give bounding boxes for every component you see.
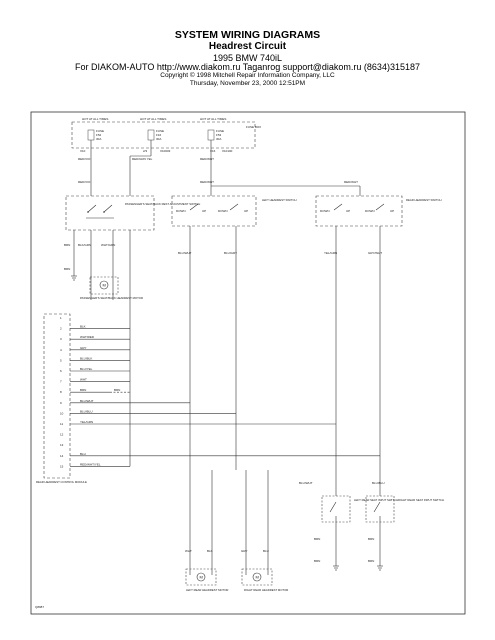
module-pin-wire-label: BLU/WHT (80, 398, 94, 403)
module-pin-wire-label: GRY (80, 345, 87, 350)
component-label: LEFT HEADREST SWITCH (262, 198, 297, 202)
component-label: RIGHT REAR HEADREST MOTOR (244, 588, 289, 592)
module-pin-wire-label: BRN (80, 388, 87, 393)
wire-label: BRN (368, 559, 375, 563)
wire-label: YEL/GRN (324, 251, 338, 255)
right-headrest-switch (316, 196, 442, 226)
wire-label: BLK (207, 549, 213, 553)
module-pin-number: 12 (60, 432, 64, 437)
page-code: Q8987 (35, 605, 45, 609)
module-pin-number: 5 (60, 358, 62, 363)
wire-label: BLU/WHT (178, 251, 192, 255)
module-pin-number: 10 (60, 411, 64, 416)
diagram-border (31, 112, 465, 614)
component-label: PASSENGER'S SEAT/BACK REST ADJUSTMENT SWITCH (125, 202, 201, 206)
left-rear-headrest-motor (186, 569, 228, 592)
module-pin-wire-label: YEL/GRN (80, 420, 94, 424)
module-pin-wire-label: BLU/BLK (80, 356, 93, 361)
module-pin-number: 7 (60, 379, 62, 384)
wire-label: GRY/WHT (368, 251, 383, 255)
terminal-label: X10100 (222, 149, 233, 153)
component-label: REAR HEADREST SWITCH (406, 198, 442, 202)
module-pin-number: 9 (60, 400, 62, 405)
wire-label: BRN (64, 267, 71, 271)
right-switch-wires (336, 226, 383, 446)
left-headrest-switch (172, 196, 297, 226)
module-pin-number: 4 (60, 347, 62, 352)
switch-label: DOWN (176, 209, 186, 213)
wire-label: BLU (263, 549, 269, 553)
wire-label: BRN (368, 537, 375, 541)
wire-label: RED/WHT (200, 157, 214, 161)
fuse-feed-label: HOT AT ALL TIMES (140, 117, 167, 121)
module-pin-wire-label: RED/WHT/YEL (80, 462, 101, 467)
switch-label: DOWN (365, 209, 375, 213)
module-pin-number: 6 (60, 369, 62, 373)
terminal-label: 2/3 (143, 149, 148, 153)
front-headrest-switch (66, 196, 200, 230)
component-label: LEFT REAR SEAT INPUT SWITCH (354, 498, 399, 502)
wire-label: RED/GRN YEL (132, 157, 153, 161)
fuse-name: FUSE (96, 129, 105, 133)
switch-label: UP (346, 209, 351, 213)
vehicle-model: 1995 BMW 740iL (212, 53, 283, 63)
wire-label: BLK/GRN (78, 243, 92, 247)
module-feed-wires (91, 290, 130, 466)
fuse-feed-label: HOT AT ALL TIMES (200, 117, 227, 121)
wire-label: RED/VIO (78, 157, 91, 161)
fuse-panel (72, 117, 261, 153)
module-pin-number: 3 (60, 337, 62, 342)
fuse-number: F16 (156, 133, 162, 137)
fuse-number: F53 (216, 133, 222, 137)
copyright-line: Copyright © 1998 Mitchell Repair Information Company, LLC (160, 72, 335, 79)
print-datetime: Thursday, November 23, 2000 12:51PM (189, 80, 306, 87)
fuse (88, 130, 94, 140)
left-switch-wires (190, 226, 236, 470)
svg-text:M: M (199, 574, 203, 580)
terminal-label: X16 (210, 149, 216, 153)
svg-text:M: M (102, 282, 106, 288)
wire-label: BRN (314, 559, 321, 563)
fuse-name: FUSE (216, 129, 225, 133)
svg-text:M: M (255, 574, 259, 580)
switch-label: UP (202, 209, 207, 213)
rear-motor-wires (190, 470, 268, 575)
module-pin-number: 14 (60, 453, 64, 458)
wire-label: GRY (241, 549, 248, 553)
switch-label: DOWN (320, 209, 330, 213)
page-title: SYSTEM WIRING DIAGRAMS (174, 29, 321, 41)
module-pin-number: 8 (60, 390, 62, 395)
component-label: LEFT REAR HEADREST MOTOR (186, 588, 229, 592)
module-pin-wire-label: BLU/YEL (80, 367, 93, 371)
fuse-box-label: FUSE BOX (246, 125, 262, 129)
ground-symbol (333, 560, 339, 570)
module-pin-wire-label: BLU (80, 451, 86, 456)
component-label: PASSENGER'S SEAT/BACK HEADREST MOTOR (80, 296, 143, 300)
fuse (148, 130, 154, 140)
wire-label: BRN (64, 243, 71, 247)
module-pin-rows (60, 290, 380, 468)
wire-label: WHT (185, 549, 192, 553)
wire-label: BLU/BLU (372, 481, 385, 485)
front-headrest-motor (80, 277, 143, 300)
wire-label: RED/VIO (78, 180, 91, 184)
fuse-amp: 30A (216, 137, 222, 141)
module-pin-number: 15 (60, 464, 64, 469)
splice-label: BRN (114, 388, 121, 393)
right-rear-headrest-motor (242, 569, 288, 592)
module-pin-wire-label: WHT/RED (80, 335, 94, 340)
component-label: RIGHT REAR SEAT INPUT SWITCH (398, 498, 444, 502)
wire-label: BLU/WHT (299, 481, 313, 485)
module-pin-number: 13 (60, 443, 64, 448)
fuse-feed-label: HOT AT ALL TIMES (82, 117, 109, 121)
contact-line: For DIAKOM-AUTO http://www.diakom.ru Taganrog support@diakom.ru (8634)315187 (75, 62, 420, 72)
module-pin-number: 1 (60, 316, 62, 320)
fuse (208, 130, 214, 140)
ground-symbol (377, 560, 383, 570)
wire-label: WHT/GRN (101, 243, 116, 247)
switch-label: DOWN (218, 209, 228, 213)
component-label: REAR HEADREST CONTROL MODULE (36, 480, 87, 484)
module-pin-number: 11 (60, 422, 64, 426)
switch-label: UP (244, 209, 249, 213)
wire-label: BLU/GRY (224, 251, 238, 255)
fuse-name: FUSE (156, 129, 165, 133)
switch-label: UP (390, 209, 395, 213)
module-pin-wire-label: BLK (80, 324, 86, 329)
module-pin-wire-label: WHT (80, 377, 87, 382)
wire-label: RED/WHT (200, 180, 214, 184)
module-pin-number: 2 (60, 326, 62, 331)
fuse-amp: 30A (156, 137, 162, 141)
terminal-label: X10003 (160, 149, 171, 153)
wire-label: BRN (314, 537, 321, 541)
left-rear-input-switch (322, 496, 398, 522)
terminal-label: X10 (80, 149, 86, 153)
ground-symbol (71, 270, 77, 280)
fuse-amp: 30A (96, 137, 102, 141)
module-pin-wire-label: BLU/BLU (80, 409, 93, 414)
wire-label: RED/WHT (344, 180, 358, 184)
circuit-name: Headrest Circuit (208, 41, 287, 52)
fuse-number: F52 (96, 133, 102, 137)
